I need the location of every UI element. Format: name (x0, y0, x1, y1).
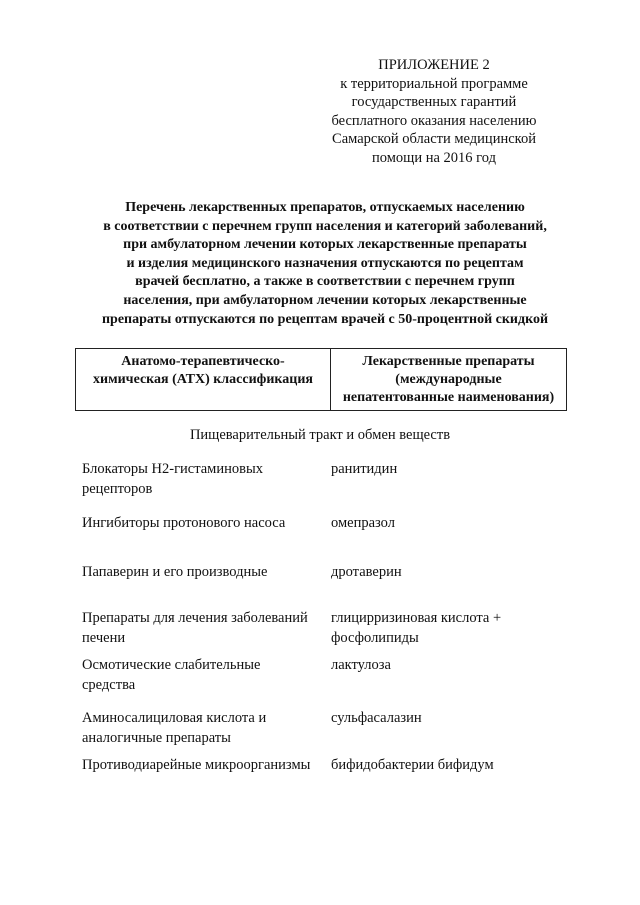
classification-cell (82, 563, 327, 583)
appendix-title: ПРИЛОЖЕНИЕ 2 (378, 57, 490, 73)
classification-text: рецепторов (82, 480, 153, 497)
appendix-line: бесплатного оказания населению (331, 112, 537, 129)
drug-text: сульфасалазин (331, 710, 422, 726)
classification-text: Препараты для лечения заболеваний (82, 610, 308, 626)
header-cell-drugs (331, 349, 567, 411)
classification-text: аналогичные препараты (82, 729, 231, 746)
title-line: при амбулаторном лечении которых лекарственные препараты (123, 237, 527, 253)
classification-cell (82, 656, 327, 695)
drug-cell (331, 563, 571, 583)
drug-text: бифидобактерии бифидум (331, 757, 494, 773)
drug-text: лактулоза (331, 657, 391, 673)
header-text: (международные (395, 372, 502, 387)
title-line: препараты отпускаются по рецептам врачей с 50-процентной скидкой (101, 311, 549, 327)
classification-text: Аминосалициловая кислота и (82, 710, 267, 726)
classification-text: средства (82, 676, 136, 693)
document-title (60, 199, 590, 329)
table-header (75, 348, 567, 411)
classification-text: печени (82, 629, 126, 646)
classification-cell (82, 460, 327, 499)
title-line: и изделия медицинского назначения отпускаются по рецептам (126, 255, 524, 271)
classification-cell (82, 514, 327, 534)
appendix-block (318, 56, 550, 167)
drug-text: глицирризиновая кислота + (331, 610, 502, 626)
title-line: населения, при амбулаторном лечении которых лекарственные (123, 292, 527, 308)
header-text: Лекарственные препараты (362, 354, 535, 369)
drug-text: дротаверин (331, 564, 402, 580)
drug-cell (331, 709, 571, 729)
appendix-line: помощи на 2016 год (372, 149, 496, 166)
classification-cell (82, 756, 327, 776)
title-line: Перечень лекарственных препаратов, отпускаемых населению (125, 200, 525, 215)
title-line: в соответствии с перечнем групп населения и категорий заболеваний, (103, 218, 547, 234)
classification-text: Противодиарейные микроорганизмы (82, 757, 311, 773)
header-cell-classification (76, 349, 331, 411)
drug-text: ранитидин (331, 461, 398, 477)
classification-cell (82, 609, 327, 648)
table-header-row (76, 349, 567, 411)
drug-text: фосфолипиды (331, 629, 419, 646)
drug-cell (331, 656, 571, 676)
header-text: химическая (АТХ) классификация (93, 372, 313, 387)
drug-cell (331, 514, 571, 534)
drug-cell (331, 756, 571, 776)
classification-text: Блокаторы Н2-гистаминовых (82, 461, 263, 477)
section-title: Пищеварительный тракт и обмен веществ (189, 427, 451, 443)
drug-cell (331, 460, 571, 480)
classification-text: Ингибиторы протонового насоса (82, 515, 286, 531)
classification-text: Осмотические слабительные (82, 657, 261, 673)
header-text: непатентованные наименования) (342, 390, 555, 405)
drug-cell (331, 609, 571, 648)
appendix-line: к территориальной программе (340, 75, 528, 92)
appendix-line: государственных гарантий (351, 94, 517, 110)
appendix-line: Самарской области медицинской (332, 131, 536, 147)
title-line: врачей бесплатно, а также в соответствии с перечнем групп (135, 274, 515, 290)
header-text: Анатомо-терапевтическо- (121, 354, 285, 369)
drug-text: омепразол (331, 515, 395, 531)
classification-cell (82, 709, 327, 748)
classification-text: Папаверин и его производные (82, 564, 268, 580)
